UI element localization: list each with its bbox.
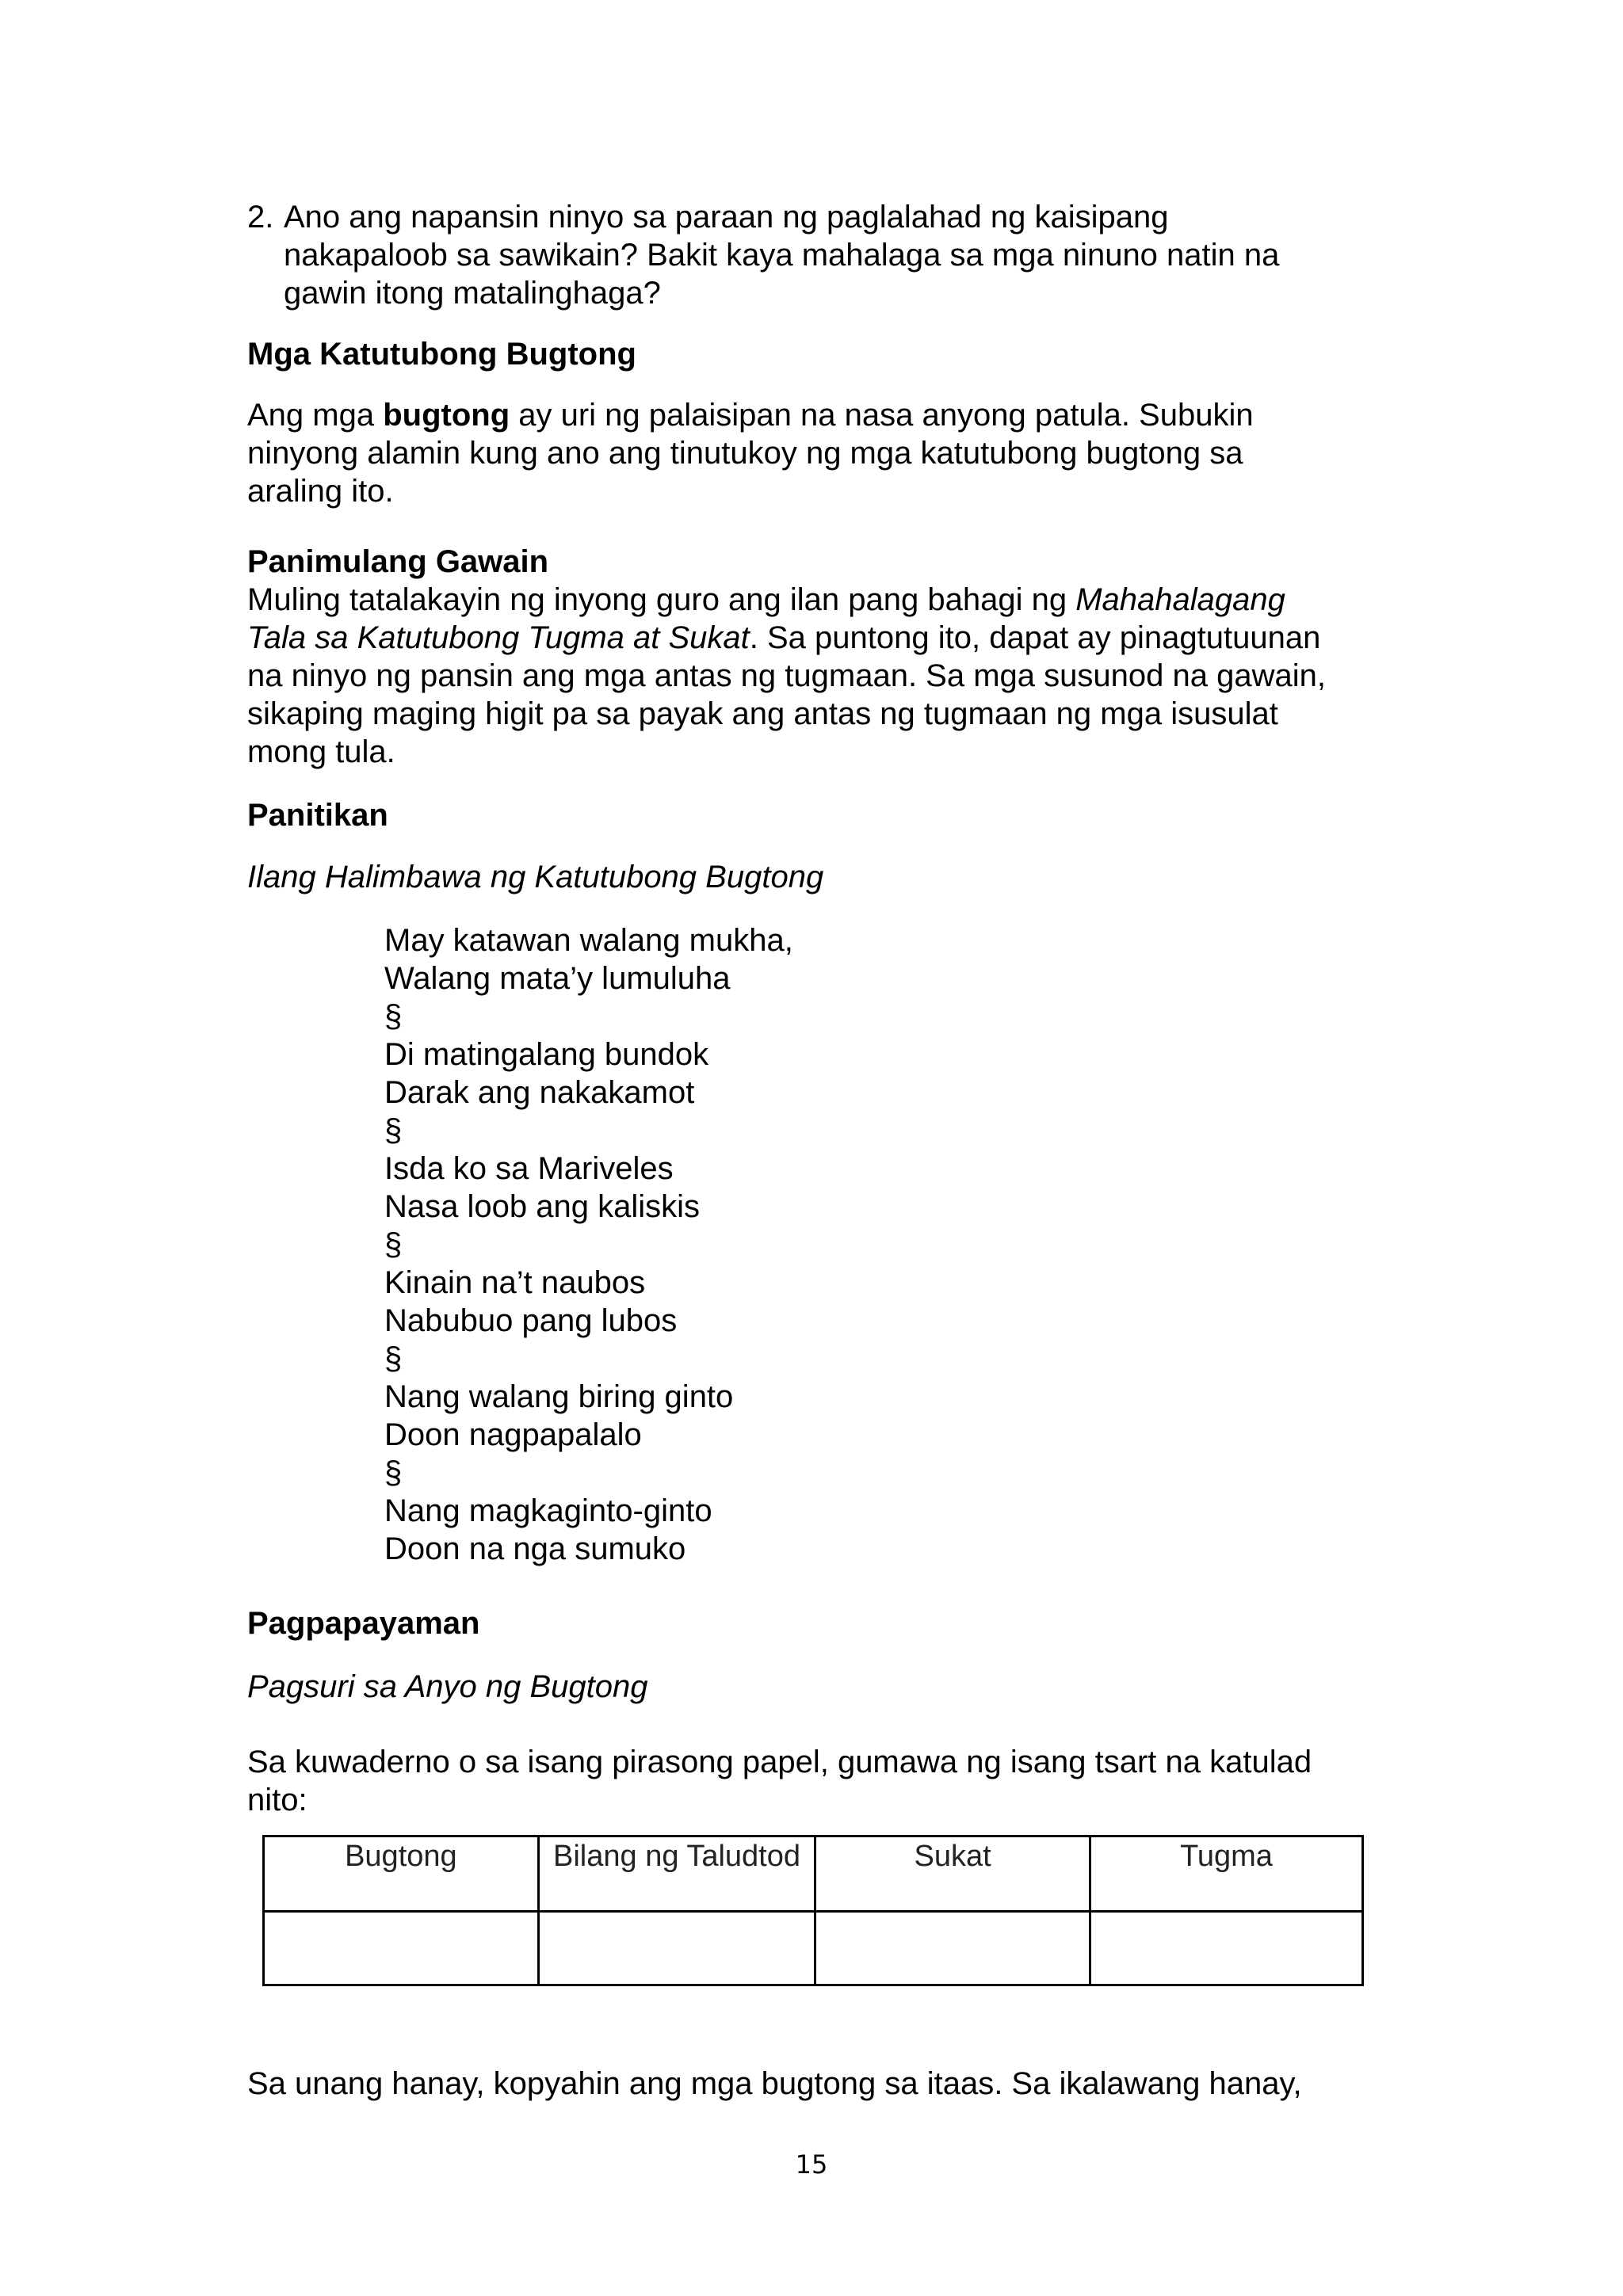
riddle-line: May katawan walang mukha, [384, 923, 793, 958]
page-number: 15 [795, 2149, 828, 2180]
riddle-line: Isda ko sa Mariveles [384, 1151, 674, 1186]
table-header-cell: Tugma [1090, 1836, 1363, 1912]
subheading-pagsuri: Pagsuri sa Anyo ng Bugtong [247, 1669, 648, 1704]
paragraph-line: Sa kuwaderno o sa isang pirasong papel, gumawa ng isang tsart na katulad [247, 1745, 1312, 1779]
tsart-table [262, 1835, 1364, 1986]
riddle-line: Walang mata’y lumuluha [384, 961, 731, 996]
paragraph-line: araling ito. [247, 474, 394, 509]
italic-title: Mahahalagang [1075, 582, 1285, 617]
paragraph-line: na ninyo ng pansin ang mga antas ng tugmaan. Sa mga susunod na gawain, [247, 658, 1326, 693]
text-run: ay uri ng palaisipan na nasa anyong patula. Subukin [510, 398, 1254, 433]
question-line: nakapaloob sa sawikain? Bakit kaya mahalaga sa mga ninuno natin na [284, 238, 1280, 273]
text-run: Ang mga [247, 398, 384, 433]
paragraph-line [247, 619, 1396, 657]
table-header-row [264, 1836, 1363, 1912]
table-cell [264, 1912, 539, 1985]
subheading-halimbawa: Ilang Halimbawa ng Katutubong Bugtong [247, 860, 824, 894]
paragraph-line: mong tula. [247, 734, 395, 769]
section-mark: § [384, 1341, 403, 1376]
riddle-line: Nang magkaginto-ginto [384, 1493, 712, 1528]
riddle-line: Nasa loob ang kaliskis [384, 1189, 700, 1224]
section-heading-panitikan: Panitikan [247, 798, 388, 833]
question-line: Ano ang napansin ninyo sa paraan ng paglalahad ng kaisipang [284, 200, 1169, 235]
section-mark: § [384, 1227, 403, 1262]
section-heading-katutubong-bugtong: Mga Katutubong Bugtong [247, 337, 636, 372]
paragraph-bugtong-intro [247, 396, 1396, 510]
question-text [284, 198, 1393, 312]
table-header-cell: Bugtong [264, 1836, 539, 1912]
text-run: Muling tatalakayin ng inyong guro ang ilan pang bahagi ng [247, 582, 1076, 617]
riddle-line: Di matingalang bundok [384, 1037, 709, 1072]
table-header-cell: Sukat [815, 1836, 1090, 1912]
section-mark: § [384, 999, 403, 1034]
riddle-list [384, 921, 793, 1568]
riddle-line: Doon nagpapalalo [384, 1417, 642, 1452]
riddle-line: Nang walang biring ginto [384, 1379, 734, 1414]
question-line: gawin itong matalinghaga? [284, 276, 661, 311]
riddle-line: Darak ang nakakamot [384, 1075, 695, 1110]
paragraph-line [247, 396, 1396, 434]
paragraph-line: nito: [247, 1783, 307, 1817]
table-header-cell: Bilang ng Taludtod [538, 1836, 815, 1912]
paragraph-line [247, 581, 1396, 619]
bold-term: bugtong [383, 398, 510, 433]
italic-title: Tala sa Katutubong Tugma at Sukat [247, 620, 750, 655]
text-run: . Sa puntong ito, dapat ay pinagtutuunan [749, 620, 1321, 655]
question-number: 2. [247, 200, 274, 235]
table-cell [815, 1912, 1090, 1985]
riddle-line: Nabubuo pang lubos [384, 1303, 678, 1338]
section-mark: § [384, 1455, 403, 1490]
paragraph-instruction [247, 1743, 1396, 1819]
table-row [264, 1912, 1363, 1985]
table-cell [538, 1912, 815, 1985]
section-heading-pagpapayaman: Pagpapayaman [247, 1606, 480, 1641]
section-heading-panimulang-gawain: Panimulang Gawain [247, 544, 549, 579]
paragraph-line: sikaping maging higit pa sa payak ang antas ng tugmaan ng mga isusulat [247, 696, 1278, 731]
paragraph-after-table: Sa unang hanay, kopyahin ang mga bugtong sa itaas. Sa ikalawang hanay, [247, 2066, 1302, 2101]
section-mark: § [384, 1113, 403, 1148]
paragraph-panimulang-gawain [247, 581, 1396, 771]
riddle-line: Doon na nga sumuko [384, 1531, 686, 1566]
paragraph-line: ninyong alamin kung ano ang tinutukoy ng mga katutubong bugtong sa [247, 436, 1243, 471]
riddle-line: Kinain na’t naubos [384, 1265, 646, 1300]
table-cell [1090, 1912, 1363, 1985]
